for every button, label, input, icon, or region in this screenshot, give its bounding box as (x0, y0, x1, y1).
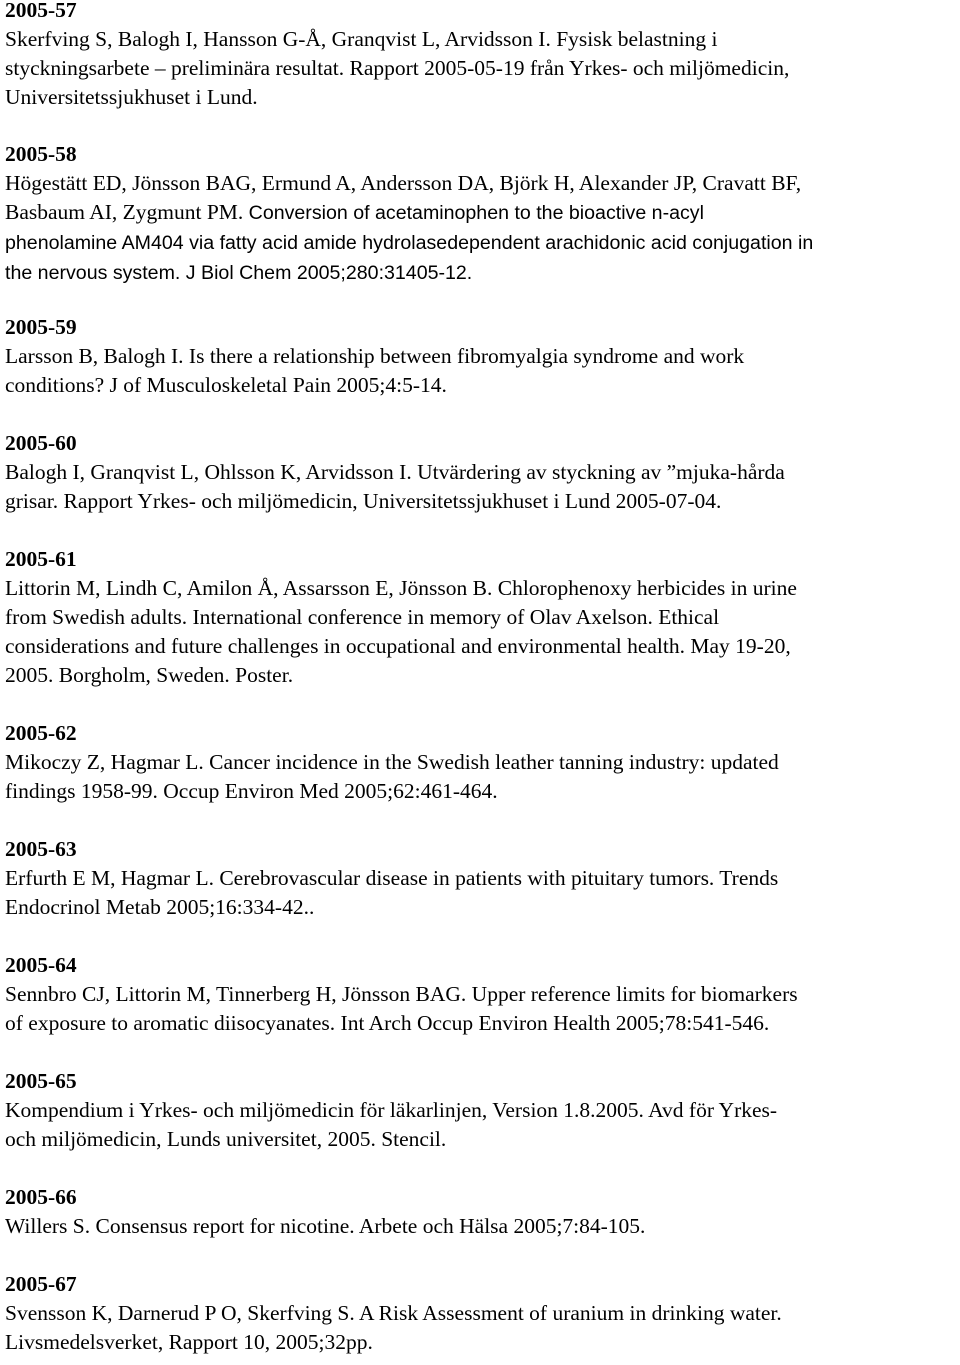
entry-number: 2005-60 (5, 431, 77, 455)
citation-line (5, 1328, 957, 1357)
citation-text: Högestätt ED, Jönsson BAG, Ermund A, Andersson DA, Björk H, Alexander JP, Cravatt BF, (5, 171, 802, 195)
citation-text: Svensson K, Darnerud P O, Skerfving S. A Risk Assessment of uranium in drinking water. (5, 1301, 782, 1325)
citation-text: Universitetssjukhuset i Lund. (5, 85, 258, 109)
entry-number: 2005-58 (5, 142, 77, 166)
entry-citation (5, 342, 957, 400)
citation-line (5, 25, 957, 54)
citation-text: Livsmedelsverket, Rapport 10, 2005;32pp. (5, 1330, 373, 1354)
citation-text: phenolamine AM404 via fatty acid amide hydrolasedependent arachidonic acid conjugation in (5, 232, 814, 254)
citation-line (5, 228, 957, 258)
citation-line (5, 169, 957, 198)
citation-line (5, 777, 957, 806)
citation-text: Sennbro CJ, Littorin M, Tinnerberg H, Jönsson BAG. Upper reference limits for biomarkers (5, 982, 798, 1006)
citation-line (5, 83, 957, 112)
citation-text: Balogh I, Granqvist L, Ohlsson K, Arvidsson I. Utvärdering av styckning av ”mjuka-hårda (5, 460, 785, 484)
citation-text: grisar. Rapport Yrkes- och miljömedicin, Universitetssjukhuset i Lund 2005-07-04. (5, 489, 722, 513)
entry-citation (5, 1096, 957, 1154)
entry-citation (5, 169, 957, 288)
entry-citation (5, 980, 957, 1038)
citation-line (5, 1299, 957, 1328)
citation-text: Larsson B, Balogh I. Is there a relationship between fibromyalgia syndrome and work (5, 344, 745, 368)
publication-entry (5, 1183, 957, 1241)
entry-number: 2005-63 (5, 837, 77, 861)
citation-line (5, 632, 957, 661)
publication-entry (5, 951, 957, 1038)
citation-line (5, 342, 957, 371)
entry-number: 2005-59 (5, 315, 77, 339)
publication-entry (5, 719, 957, 806)
publication-entry (5, 0, 957, 112)
citation-text: Mikoczy Z, Hagmar L. Cancer incidence in the Swedish leather tanning industry: updated (5, 750, 779, 774)
citation-text: 2005. Borgholm, Sweden. Poster. (5, 663, 294, 687)
citation-text: Erfurth E M, Hagmar L. Cerebrovascular disease in patients with pituitary tumors. Trends (5, 866, 779, 890)
entry-number: 2005-67 (5, 1272, 77, 1296)
entry-number: 2005-64 (5, 953, 77, 977)
citation-line (5, 893, 957, 922)
citation-text: Endocrinol Metab 2005;16:334-42.. (5, 895, 315, 919)
citation-line (5, 1009, 957, 1038)
citation-line (5, 603, 957, 632)
publication-entry (5, 545, 957, 690)
citation-text: considerations and future challenges in occupational and environmental health. May 19-20, (5, 634, 791, 658)
entry-citation (5, 25, 957, 112)
citation-line (5, 980, 957, 1009)
entry-citation (5, 458, 957, 516)
citation-line (5, 574, 957, 603)
entry-citation (5, 748, 957, 806)
citation-line (5, 661, 957, 690)
citation-line (5, 54, 957, 83)
publication-entry (5, 835, 957, 922)
citation-line (5, 864, 957, 893)
entry-number: 2005-66 (5, 1185, 77, 1209)
entry-citation (5, 574, 957, 690)
citation-line (5, 1125, 957, 1154)
entry-citation (5, 864, 957, 922)
publication-entry (5, 1067, 957, 1154)
citation-text: Willers S. Consensus report for nicotine. Arbete och Hälsa 2005;7:84-105. (5, 1214, 646, 1238)
citation-line (5, 371, 957, 400)
citation-line (5, 198, 957, 228)
publication-entry (5, 313, 957, 400)
publication-entry (5, 429, 957, 516)
publication-entry (5, 140, 957, 288)
publication-entry (5, 1270, 957, 1357)
citation-text: Kompendium i Yrkes- och miljömedicin för läkarlinjen, Version 1.8.2005. Avd för Yrkes- (5, 1098, 778, 1122)
citation-text: Littorin M, Lindh C, Amilon Å, Assarsson E, Jönsson B. Chlorophenoxy herbicides in urine (5, 576, 797, 600)
citation-line (5, 258, 957, 288)
citation-line (5, 748, 957, 777)
citation-text: from Swedish adults. International conference in memory of Olav Axelson. Ethical (5, 605, 720, 629)
citation-text: Basbaum AI, Zygmunt PM. (5, 200, 249, 224)
entry-number: 2005-61 (5, 547, 77, 571)
citation-text: och miljömedicin, Lunds universitet, 2005. Stencil. (5, 1127, 447, 1151)
citation-text: of exposure to aromatic diisocyanates. Int Arch Occup Environ Health 2005;78:541-546. (5, 1011, 770, 1035)
citation-text: conditions? J of Musculoskeletal Pain 2005;4:5-14. (5, 373, 447, 397)
entry-number: 2005-62 (5, 721, 77, 745)
citation-text: findings 1958-99. Occup Environ Med 2005;62:461-464. (5, 779, 498, 803)
citation-line (5, 1212, 957, 1241)
citation-text: the nervous system. J Biol Chem 2005;280:31405-12. (5, 262, 473, 284)
citation-text: Skerfving S, Balogh I, Hansson G-Å, Granqvist L, Arvidsson I. Fysisk belastning i (5, 27, 718, 51)
entry-citation (5, 1299, 957, 1357)
entry-citation (5, 1212, 957, 1241)
citation-text: styckningsarbete – preliminära resultat. Rapport 2005-05-19 från Yrkes- och miljömedicin, (5, 56, 790, 80)
citation-line (5, 1096, 957, 1125)
citation-line (5, 458, 957, 487)
entry-number: 2005-57 (5, 0, 77, 22)
citation-text: Conversion of acetaminophen to the bioactive n-acyl (248, 202, 704, 224)
entry-number: 2005-65 (5, 1069, 77, 1093)
citation-line (5, 487, 957, 516)
